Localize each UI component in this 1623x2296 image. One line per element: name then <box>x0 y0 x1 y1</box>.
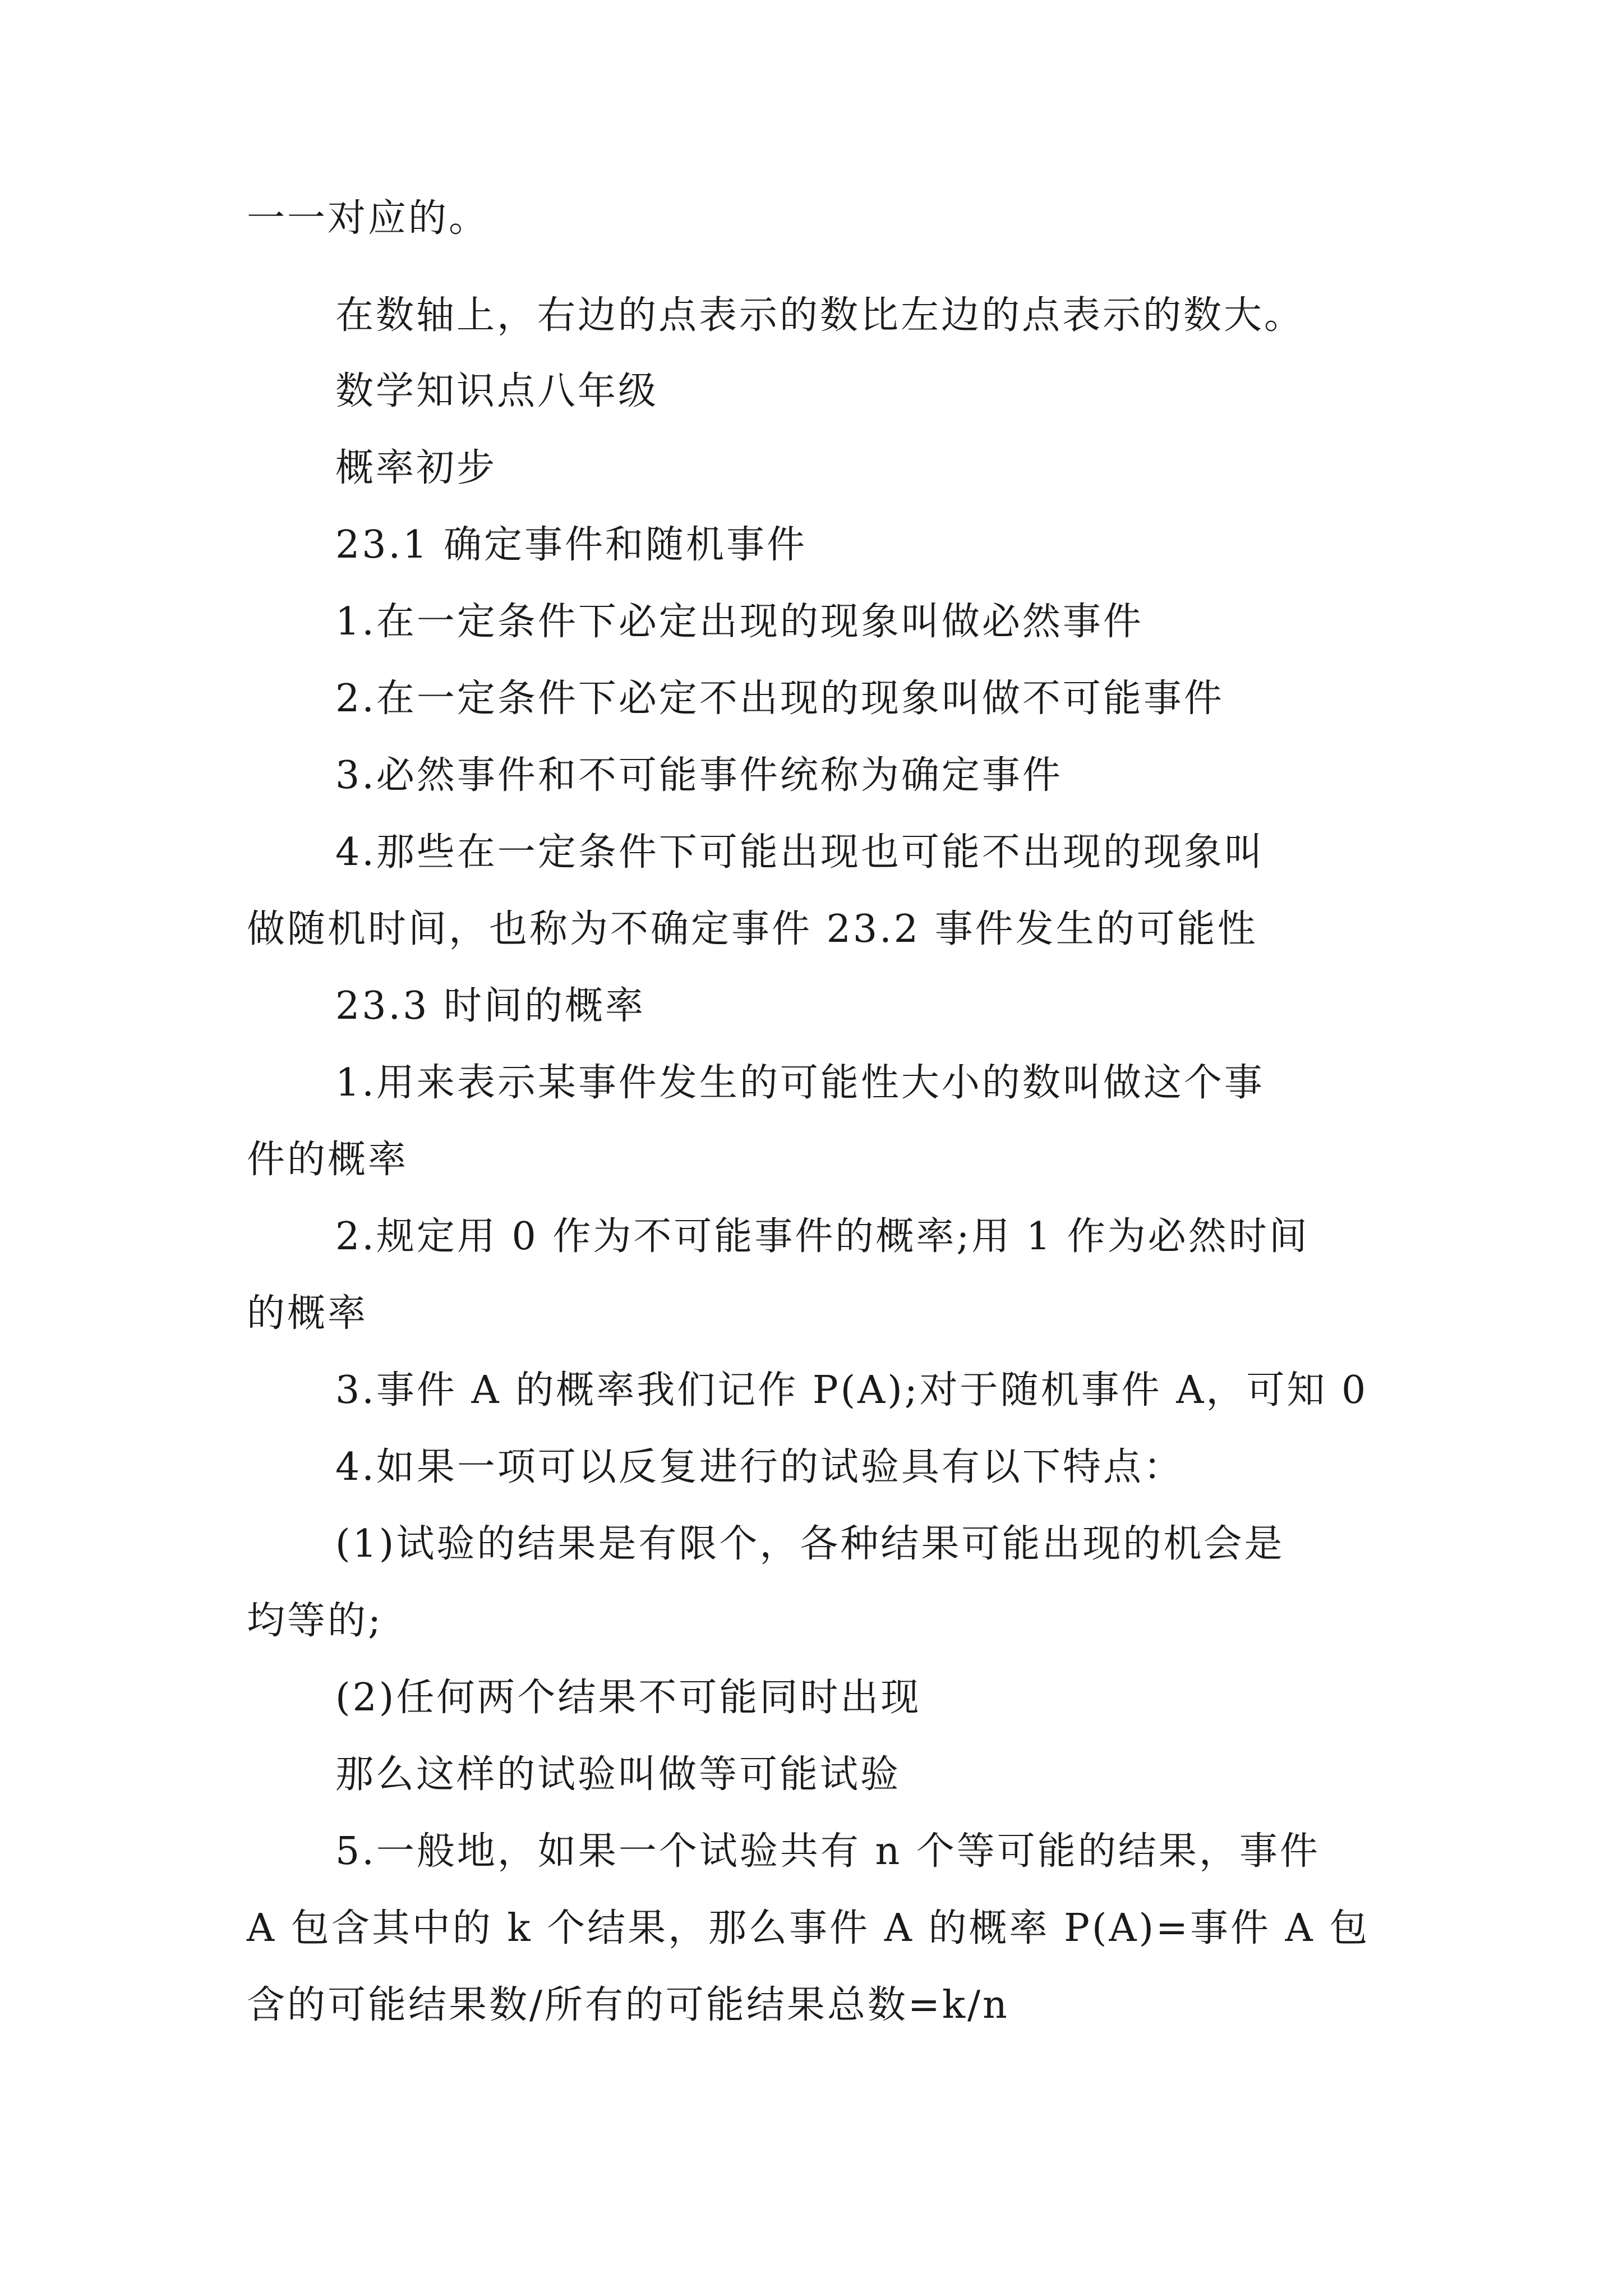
text-line-22: 5.一般地，如果一个试验共有 n 个等可能的结果，事件 <box>335 1829 1320 1874</box>
text-line-24: 含的可能结果数/所有的可能结果总数=k/n <box>247 1983 1009 2027</box>
text-line-7: 2.在一定条件下必定不出现的现象叫做不可能事件 <box>335 677 1224 721</box>
text-line-16: 3.事件 A 的概率我们记作 P(A);对于随机事件 A，可知 0 <box>335 1368 1368 1412</box>
text-line-13: 件的概率 <box>247 1138 409 1182</box>
section-heading-grade8: 数学知识点八年级 <box>335 369 659 413</box>
text-line-9: 4.那些在一定条件下可能出现也可能不出现的现象叫 <box>335 830 1265 875</box>
text-line-15: 的概率 <box>247 1291 368 1336</box>
text-line-18: (1)试验的结果是有限个，各种结果可能出现的机会是 <box>335 1522 1285 1566</box>
text-line-10: 做随机时间，也称为不确定事件 23.2 事件发生的可能性 <box>247 907 1258 951</box>
text-line-20: (2)任何两个结果不可能同时出现 <box>335 1676 921 1720</box>
text-line-19: 均等的; <box>247 1599 383 1643</box>
subsection-heading-23-1: 23.1 确定事件和随机事件 <box>335 523 808 567</box>
text-line-1: 一一对应的。 <box>247 196 490 241</box>
subsection-heading-23-3: 23.3 时间的概率 <box>335 984 646 1028</box>
text-line-17: 4.如果一项可以反复进行的试验具有以下特点： <box>335 1445 1184 1489</box>
text-line-14: 2.规定用 0 作为不可能事件的概率;用 1 作为必然时间 <box>335 1214 1310 1259</box>
chapter-heading-probability: 概率初步 <box>335 446 497 490</box>
text-line-21: 那么这样的试验叫做等可能试验 <box>335 1752 901 1797</box>
text-line-23: A 包含其中的 k 个结果，那么事件 A 的概率 P(A)=事件 A 包 <box>247 1906 1370 1950</box>
text-line-6: 1.在一定条件下必定出现的现象叫做必然事件 <box>335 600 1144 644</box>
text-line-2: 在数轴上，右边的点表示的数比左边的点表示的数大。 <box>335 293 1305 338</box>
text-line-12: 1.用来表示某事件发生的可能性大小的数叫做这个事 <box>335 1061 1265 1105</box>
text-line-8: 3.必然事件和不可能事件统称为确定事件 <box>335 753 1063 798</box>
